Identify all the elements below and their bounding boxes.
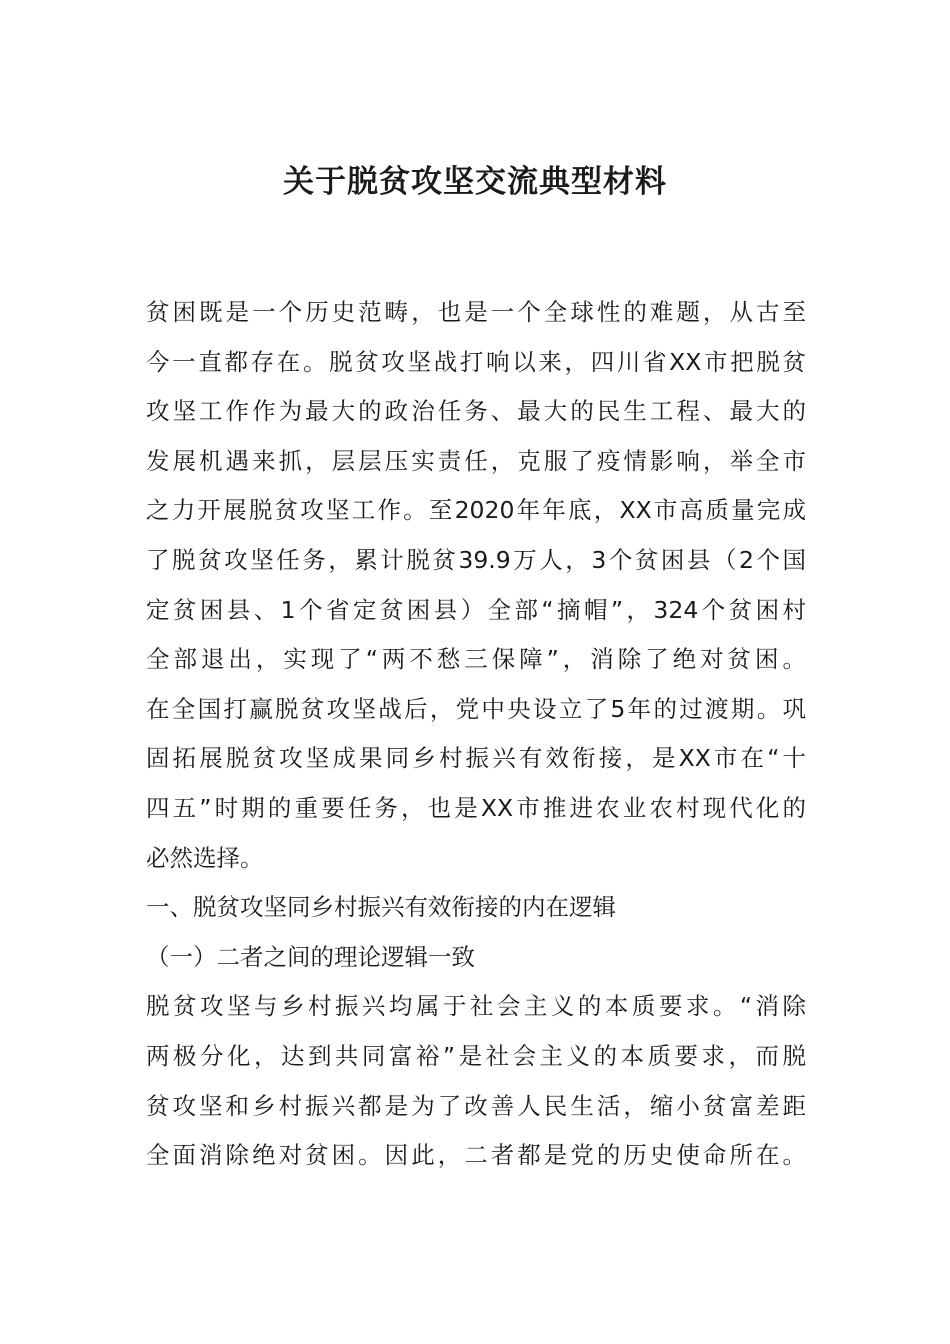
text-line: 两极分化，达到共同富裕”是社会主义的本质要求，而脱 — [146, 1041, 806, 1070]
text-line: 定贫困县、1个省定贫困县）全部“摘帽”，324个贫困村 — [146, 595, 806, 624]
text-line: 四五”时期的重要任务，也是XX市推进农业农村现代化的 — [146, 793, 806, 822]
text-line: 脱贫攻坚与乡村振兴均属于社会主义的本质要求。“消除 — [146, 992, 806, 1021]
text-line: （一）二者之间的理论逻辑一致 — [146, 942, 475, 971]
text-line: 贫困既是一个历史范畴，也是一个全球性的难题，从古至 — [146, 298, 806, 326]
text-line: 之力开展脱贫攻坚工作。至2020年年底，XX市高质量完成 — [146, 496, 806, 525]
text-line: 固拓展脱贫攻坚成果同乡村振兴有效衔接，是XX市在“十 — [146, 744, 806, 773]
text-line: 在全国打赢脱贫攻坚战后，党中央设立了5年的过渡期。巩 — [146, 694, 806, 723]
text-line: 全面消除绝对贫困。因此，二者都是党的历史使命所在。 — [146, 1141, 806, 1170]
text-line: 全部退出，实现了“两不愁三保障”，消除了绝对贫困。 — [146, 645, 806, 674]
text-line: 贫攻坚和乡村振兴都是为了改善人民生活，缩小贫富差距 — [146, 1091, 806, 1120]
text-line: 必然选择。 — [146, 843, 264, 872]
text-line: 一、脱贫攻坚同乡村振兴有效衔接的内在逻辑 — [146, 893, 616, 922]
document-title: 关于脱贫攻坚交流典型材料 — [283, 164, 667, 200]
document-body — [146, 288, 806, 1181]
text-line: 攻坚工作作为最大的政治任务、最大的民生工程、最大的 — [146, 397, 806, 426]
text-line: 发展机遇来抓，层层压实责任，克服了疫情影响，举全市 — [146, 446, 806, 475]
text-line: 今一直都存在。脱贫攻坚战打响以来，四川省XX市把脱贫 — [146, 347, 806, 376]
text-line: 了脱贫攻坚任务，累计脱贫39.9万人，3个贫困县（2个国 — [146, 545, 806, 574]
